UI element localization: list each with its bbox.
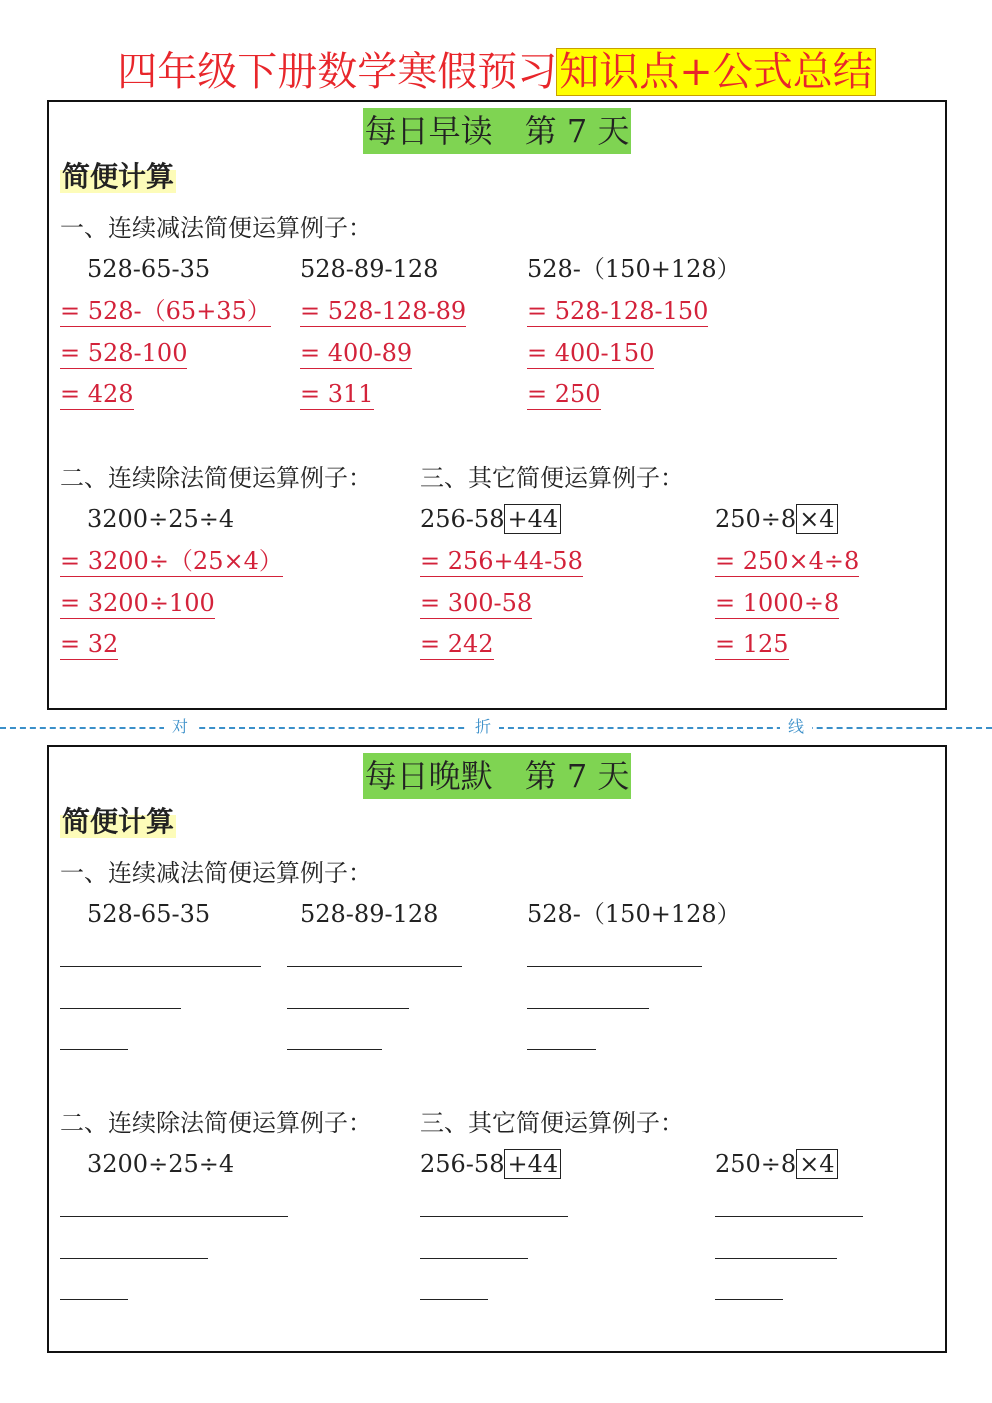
problem-528-89-128: 528-89-128: [300, 900, 439, 928]
subsection-division: 二、连续除法简便运算例子：: [60, 1109, 372, 1137]
answer-step: = 300-58: [420, 589, 533, 617]
answer-blank[interactable]: [715, 1258, 837, 1259]
answer-blank[interactable]: [60, 1008, 181, 1009]
subsection-other: 三、其它简便运算例子：: [420, 464, 684, 492]
answer-result: = 428: [60, 380, 134, 408]
problem-256-58-44: [420, 1149, 561, 1179]
problem-part: 250÷8: [715, 505, 797, 533]
answer-blank[interactable]: [715, 1299, 783, 1300]
answer-step: = 400-89: [300, 339, 413, 367]
answer-result: = 125: [715, 630, 789, 658]
answer-blank[interactable]: [420, 1258, 528, 1259]
card-header-label: 每日早读 第 7 天: [363, 108, 632, 154]
answer-blank[interactable]: [60, 1049, 128, 1050]
boxed-term: ×4: [796, 1149, 837, 1179]
answer-step: = 250×4÷8: [715, 547, 860, 575]
answer-blank[interactable]: [527, 1049, 596, 1050]
page-title: [0, 44, 992, 100]
answer-step: = 256+44-58: [420, 547, 583, 575]
section-title-text: 简便计算: [62, 805, 175, 838]
answer-blank[interactable]: [287, 966, 462, 967]
boxed-term: +44: [504, 1149, 561, 1179]
problem-256-58-44: [420, 504, 561, 534]
answer-blank[interactable]: [527, 966, 702, 967]
fold-label: 线: [780, 717, 812, 737]
fold-label: 折: [467, 717, 499, 737]
answer-step: = 528-128-89: [300, 297, 467, 325]
card-header: [49, 753, 945, 799]
problem-528-150-128: 528-（150+128）: [527, 900, 741, 928]
morning-reading-card: [47, 100, 947, 710]
section-title: [60, 803, 176, 841]
evening-recitation-card: [47, 745, 947, 1353]
problem-part: 256-58: [420, 1150, 505, 1178]
boxed-term: ×4: [796, 504, 837, 534]
answer-step: = 528-100: [60, 339, 188, 367]
card-header-label: 每日晚默 第 7 天: [363, 753, 632, 799]
answer-blank[interactable]: [715, 1216, 863, 1217]
problem-3200-25-4: 3200÷25÷4: [87, 505, 235, 533]
card-header: [49, 108, 945, 154]
answer-blank[interactable]: [287, 1008, 409, 1009]
answer-step: = 3200÷100: [60, 589, 215, 617]
answer-step: = 1000÷8: [715, 589, 840, 617]
page-title-main: 四年级下册数学寒假预习: [117, 49, 558, 95]
answer-blank[interactable]: [60, 1216, 288, 1217]
problem-part: 256-58: [420, 505, 505, 533]
answer-blank[interactable]: [60, 1299, 128, 1300]
answer-blank[interactable]: [287, 1049, 382, 1050]
subsection-subtraction: 一、连续减法简便运算例子：: [60, 214, 372, 242]
answer-blank[interactable]: [420, 1299, 488, 1300]
answer-blank[interactable]: [60, 966, 261, 967]
answer-blank[interactable]: [527, 1008, 649, 1009]
answer-blank[interactable]: [60, 1258, 208, 1259]
answer-step: = 3200÷（25×4）: [60, 547, 283, 575]
problem-250-8-4: [715, 504, 838, 534]
answer-result: = 32: [60, 630, 119, 658]
answer-blank[interactable]: [420, 1216, 568, 1217]
answer-result: = 250: [527, 380, 601, 408]
answer-result: = 311: [300, 380, 374, 408]
fold-label: 对: [164, 717, 196, 737]
problem-250-8-4: [715, 1149, 838, 1179]
problem-528-65-35: 528-65-35: [87, 900, 211, 928]
problem-528-65-35: 528-65-35: [87, 255, 211, 283]
boxed-term: +44: [504, 504, 561, 534]
problem-528-89-128: 528-89-128: [300, 255, 439, 283]
section-title: [60, 158, 176, 196]
page-title-highlight: 知识点+公式总结: [559, 49, 873, 95]
problem-3200-25-4: 3200÷25÷4: [87, 1150, 235, 1178]
problem-part: 250÷8: [715, 1150, 797, 1178]
answer-step: = 400-150: [527, 339, 655, 367]
subsection-other: 三、其它简便运算例子：: [420, 1109, 684, 1137]
answer-step: = 528-128-150: [527, 297, 709, 325]
section-title-text: 简便计算: [62, 160, 175, 193]
answer-step: = 528-（65+35）: [60, 297, 271, 325]
subsection-division: 二、连续除法简便运算例子：: [60, 464, 372, 492]
subsection-subtraction: 一、连续减法简便运算例子：: [60, 859, 372, 887]
problem-528-150-128: 528-（150+128）: [527, 255, 741, 283]
answer-result: = 242: [420, 630, 494, 658]
